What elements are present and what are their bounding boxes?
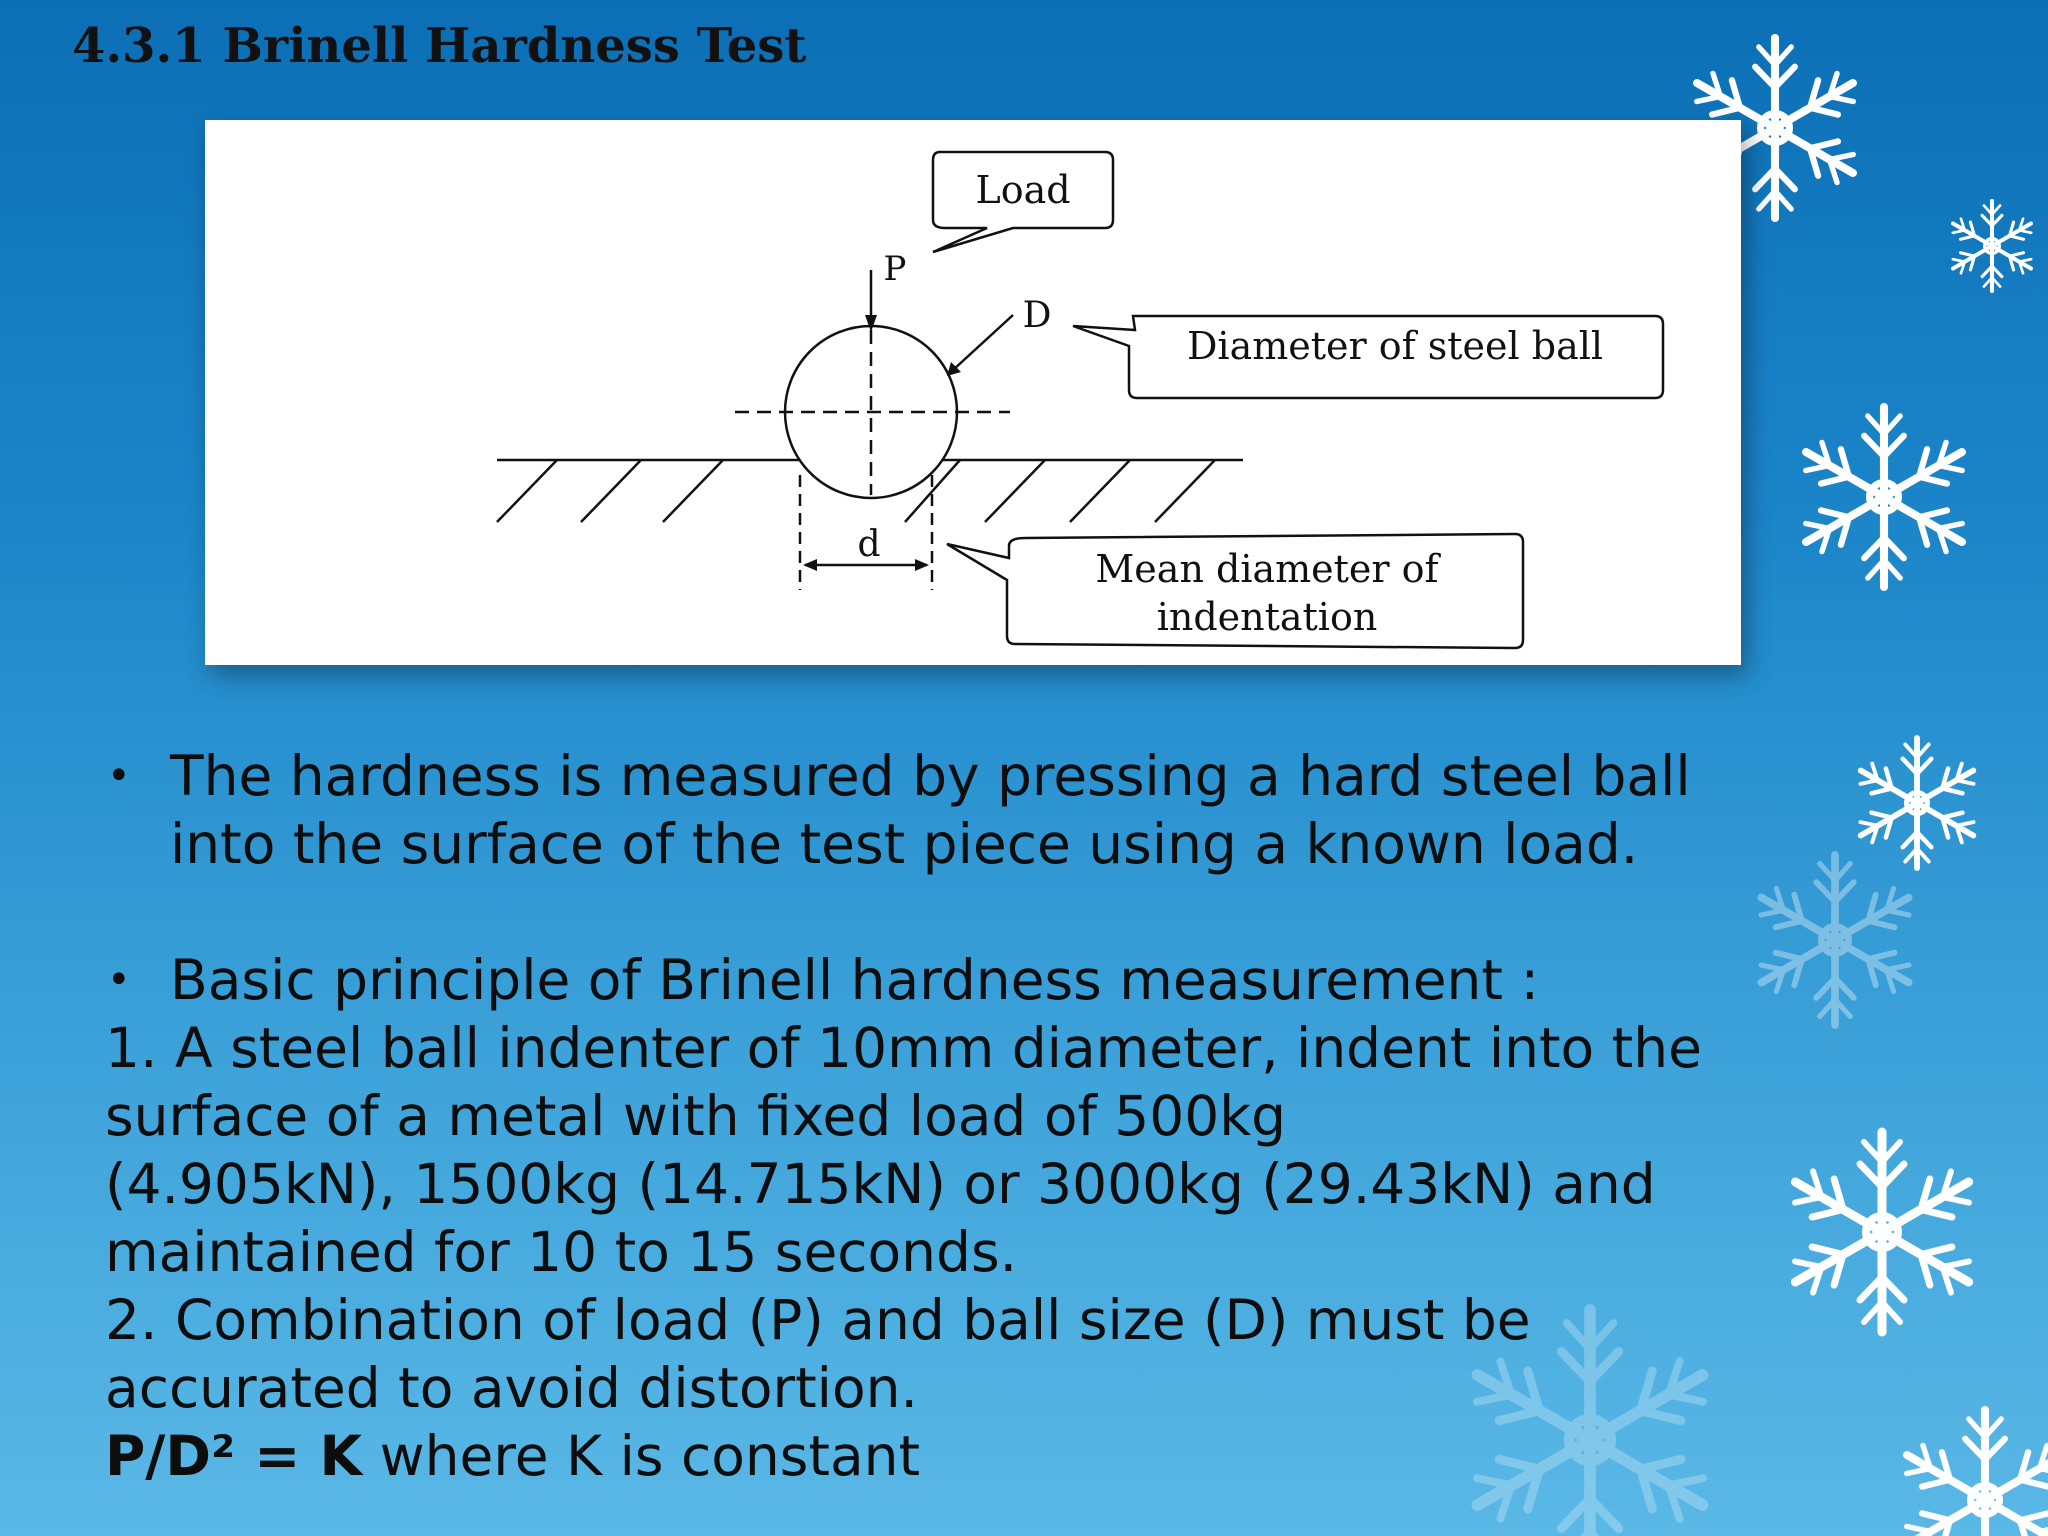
d-lower-label: d <box>857 524 881 565</box>
d-upper-label: D <box>1022 295 1052 336</box>
step1-line2: surface of a metal with fixed load of 500kg <box>105 1084 1287 1148</box>
bullet1-line2: into the surface of the test piece using a known load. <box>170 812 1639 876</box>
formula: P/D² = K <box>105 1424 363 1488</box>
step2-line2: accurated to avoid distortion. <box>105 1356 918 1420</box>
step1-line3: (4.905kN), 1500kg (14.715kN) or 3000kg (29.43kN) and <box>105 1152 1656 1216</box>
page-title: 4.3.1 Brinell Hardness Test <box>72 18 807 74</box>
snowflake-icon <box>1854 738 1981 868</box>
p-label: P <box>883 249 907 289</box>
mean-diameter-line1: Mean diameter of <box>1095 547 1439 591</box>
formula-line <box>105 1422 1785 1490</box>
step2-line1: 2. Combination of load (P) and ball size (D) must be <box>105 1288 1531 1352</box>
load-label: Load <box>975 168 1071 212</box>
snowflake-icon <box>1897 1410 2048 1536</box>
step1-line4: maintained for 10 to 15 seconds. <box>105 1220 1018 1284</box>
bullet-icon: • <box>107 957 131 1003</box>
bullet-item <box>105 742 1785 878</box>
diameter-ball-label: Diameter of steel ball <box>1186 324 1604 368</box>
formula-note: where K is constant <box>362 1424 921 1488</box>
snowflake-icon <box>1948 201 2036 291</box>
bullet1-line1: The hardness is measured by pressing a hard steel ball <box>170 744 1691 808</box>
bullet-item <box>105 946 1785 1014</box>
bullet-icon: • <box>107 753 131 799</box>
snowflake-icon <box>1796 407 1972 587</box>
brinell-diagram <box>205 120 1741 665</box>
mean-diameter-line2: indentation <box>1156 595 1378 639</box>
slide-body <box>105 742 1785 1490</box>
bullet2-text: Basic principle of Brinell hardness measurement : <box>170 948 1539 1012</box>
snowflake-icon <box>1784 1132 1979 1332</box>
step1-line1: 1. A steel ball indenter of 10mm diameter, indent into the <box>105 1016 1702 1080</box>
